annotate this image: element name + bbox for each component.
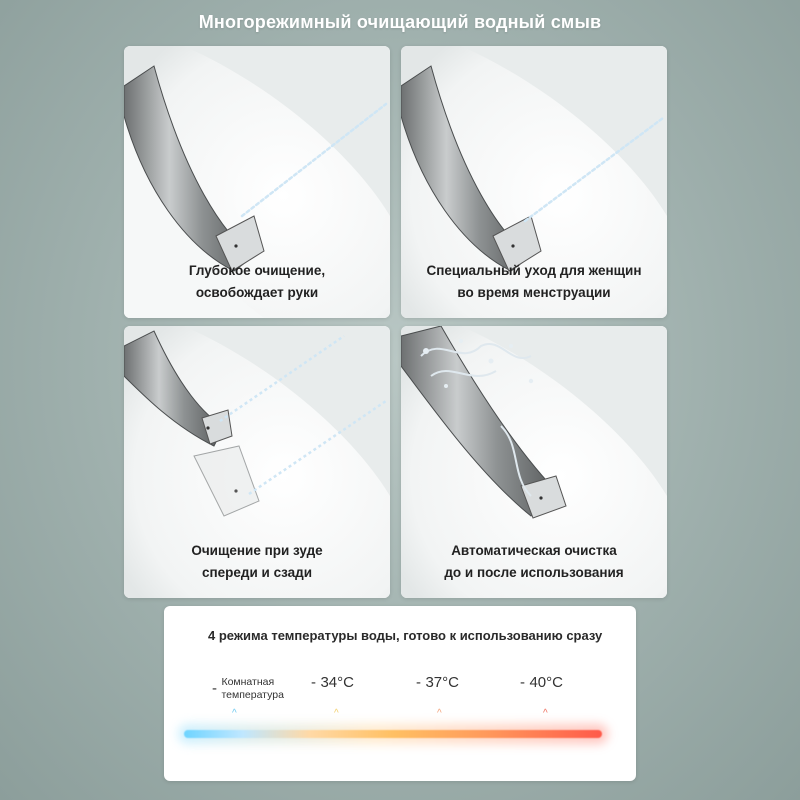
caption-line-1: Специальный уход для женщин: [426, 263, 642, 278]
caption-line-2: во время менструации: [457, 285, 611, 300]
temp-dash: -: [212, 680, 217, 698]
caption-line-2: спереди и сзади: [201, 565, 312, 580]
temperature-gradient-bar: [184, 730, 602, 738]
chevron-up-icon: ^: [334, 708, 339, 719]
card-auto-cleaning: [401, 326, 667, 598]
card-caption: [401, 260, 667, 304]
caption-line-1: Глубокое очищение,: [188, 263, 326, 278]
chevron-up-icon: ^: [437, 708, 442, 719]
card-caption: [124, 540, 390, 584]
temp-mode-37: [416, 674, 459, 692]
caption-line-1: Очищение при зуде: [191, 543, 323, 558]
temp-mode-34: [311, 674, 354, 692]
page-title: Многорежимный очищающий водный смыв: [198, 12, 602, 32]
chevron-up-icon: ^: [543, 708, 548, 719]
temperature-panel: [164, 606, 636, 781]
temperature-title: 4 режима температуры воды, готово к использованию сразу: [208, 628, 603, 643]
chevron-up-icon: ^: [232, 708, 237, 719]
caption-line-1: Автоматическая очистка: [451, 543, 617, 558]
card-women-care: [401, 46, 667, 318]
temp-value: 37°C: [425, 674, 459, 691]
card-caption: [401, 540, 667, 584]
card-deep-cleaning: [124, 46, 390, 318]
caption-line-2: освобождает руки: [195, 285, 319, 300]
temp-mode-room: [212, 676, 284, 702]
temp-mode-40: [520, 674, 563, 692]
card-itch-cleaning: [124, 326, 390, 598]
temp-label-line-2: температура: [221, 689, 284, 701]
temp-label: [221, 676, 283, 702]
card-caption: [124, 260, 390, 304]
temp-value: 40°C: [529, 674, 563, 691]
caption-line-2: до и после использования: [444, 565, 624, 580]
temp-dash: -: [311, 674, 316, 691]
temp-dash: -: [520, 674, 525, 691]
temp-dash: -: [416, 674, 421, 691]
temp-label-line-1: Комнатная: [221, 676, 275, 688]
temp-value: 34°C: [320, 674, 354, 691]
